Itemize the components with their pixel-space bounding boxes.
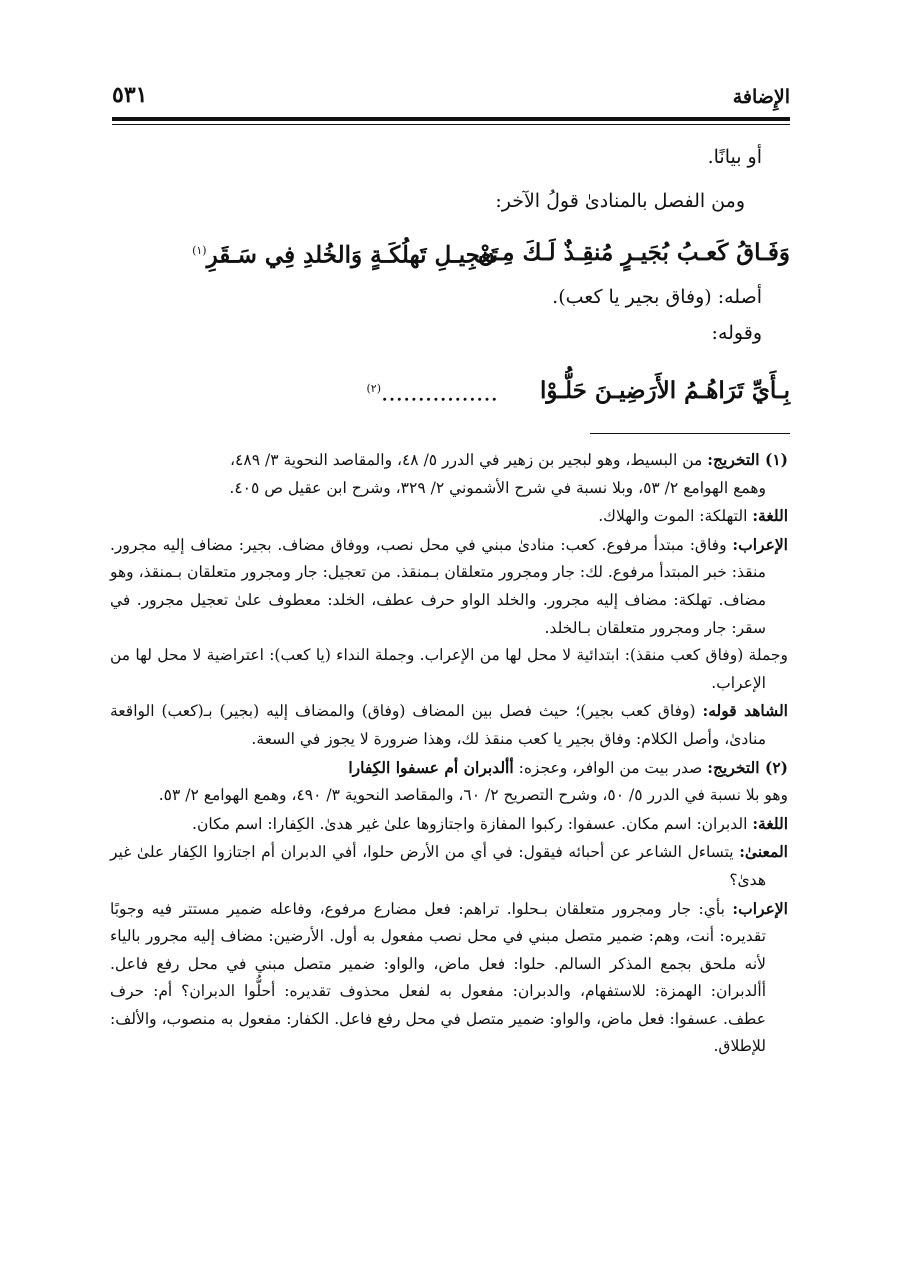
- verse-second-half-text: تَعجِيـلِ تَهلُكَـةٍ وَالخُلدِ فِي سَـقَرِ: [206, 241, 498, 269]
- page-number: ٥٣١: [112, 82, 148, 108]
- label: الإعراب:: [732, 534, 788, 554]
- text: من البسيط، وهو لبجير بن زهير في الدرر ٥/ ٤٨، والمقاصد النحوية ٣/ ٤٨٩،: [230, 451, 703, 469]
- verse-second-half: [118, 372, 498, 411]
- verse-first-half: بِـأَيِّ تَرَاهُـمُ الأَرَضِيـنَ حَلُّـوْا: [539, 377, 790, 404]
- footnote-1-lugha: [110, 502, 788, 531]
- text: بأي: جار ومجرور متعلقان بـحلوا. تراهم: فعل مضارع مرفوع، وفاعله ضمير مستتر فيه وجوبًا تقديره: أنت، وهم: ضمير متصل مبني في محل نصب مفعول به أول. الأرضين: مضاف إليه مجرور بالياء لأنه ملحق بجمع المذكر السالم. حلوا: فعل ماض، والواو: ضمير متصل مبني في محل رفع فاعل. أألدبران: الهمزة: للاستفهام، والدبران: مفعول به لفعل محذوف تقديره: أحلُّوا الدبران؟ أم: حرف عطف. عسفوا: فعل ماض، والواو: ضمير متصل في محل رفع فاعل. الكفار: مفعول به منصوب، والألف: للإطلاق.: [110, 899, 766, 1056]
- footnote-2-lugha: [110, 810, 788, 839]
- text: وفاق: مبتدأ مرفوع. كعب: منادىٰ مبني في محل نصب، ووفاق مضاف. بجير: مضاف إليه مجرور. منقذ: خبر المبتدأ مرفوع. لك: جار ومجرور متعلقان بـمنقذ. من تعجيل: جار ومجرور متعلقان بـمنقذ، وهو مضاف. تهلكة: مضاف إليه مجرور. والخلد الواو حرف عطف، الخلد: معطوف علىٰ تعجيل مجرور. في سقر: جار ومجرور متعلقان بـالخلد.: [110, 535, 766, 637]
- chapter-title: الإِضافة: [732, 86, 790, 108]
- verse-second-half: [118, 234, 498, 273]
- footnote-1-jumla: وجملة (وفاق كعب منقذ): ابتدائية لا محل لها من الإعراب. وجملة النداء (يا كعب): اعتراضية لا محل لها من الإعراب.: [110, 646, 788, 692]
- text: (وفاق كعب بجير)؛ حيث فصل بين المضاف (وفاق) والمضاف إليه (بجير) بـ(كعب) الواقعة منادىٰ، وأصل الكلام: وفاق بجير يا كعب منقذ لك، وهذا ضرورة لا يجوز في السعة.: [110, 702, 766, 748]
- label: اللغة:: [752, 506, 788, 526]
- label: المعنىٰ:: [739, 842, 788, 862]
- footnote-2-irab: [110, 895, 788, 1062]
- text: يتساءل الشاعر عن أحبائه فيقول: في أي من الأرض حلوا، أفي الدبران أم اجتازوا الكِفار علىٰ غير هدىٰ؟: [110, 843, 766, 889]
- origin-line: أصله: (وفاق بجير يا كعب).: [552, 286, 762, 308]
- and-his-saying-line: وقوله:: [711, 322, 762, 344]
- footnote-ref-1[interactable]: (١): [192, 243, 207, 257]
- page-header: [112, 82, 790, 114]
- footnote-1-shahid: [110, 697, 788, 753]
- footnote-1-irab: [110, 531, 788, 642]
- intro-line: ومن الفصل بالمنادىٰ قولُ الآخر:: [495, 190, 745, 212]
- footnote-ref-2[interactable]: (٢): [366, 381, 382, 395]
- poetry-verse-2: [110, 368, 790, 414]
- footnote-1-takhrij: [110, 446, 788, 475]
- poetry-verse-1: [110, 230, 790, 276]
- text-line: أو بيانًا.: [707, 146, 762, 168]
- footnote-2-takhrij-cont: وهو بلا نسبة في الدرر ٥/ ٥٠، وشرح التصريح ٢/ ٦٠، والمقاصد النحوية ٣/ ٤٩٠، وهمع الهوامع ٢/ ٥٣.: [158, 786, 788, 805]
- label: اللغة:: [752, 813, 788, 833]
- footnote-2-mana: [110, 838, 788, 894]
- label: (٢) التخريج:: [707, 757, 788, 777]
- footnote-1-takhrij-cont: وهمع الهوامع ٢/ ٥٣، وبلا نسبة في شرح الأشموني ٢/ ٣٢٩، وشرح ابن عقيل ص ٤٠٥.: [229, 478, 766, 497]
- text: صدر بيت من الوافر، وعجزه:: [518, 758, 703, 777]
- footnotes: [110, 446, 788, 1061]
- footnote-2-takhrij: [110, 754, 788, 783]
- verse-second-half-bold: أألدبران أم عسفوا الكِفارا: [348, 757, 514, 777]
- label: الشاهد قوله:: [702, 701, 788, 721]
- elided-hemistich-dots: ................: [381, 380, 498, 407]
- header-rule-thin: [112, 124, 790, 125]
- text: الدبران: اسم مكان. عسفوا: ركبوا المفازة واجتازوها علىٰ غير هدىٰ. الكِفارا: اسم مكان.: [192, 814, 748, 833]
- header-rule-thick: [112, 117, 790, 121]
- label: الإعراب:: [732, 898, 788, 918]
- verse-first-half: وَفَـاقُ كَعـبُ بُجَيـرٍ مُنقِـذٌ لَـكَ مِـنْ: [477, 239, 790, 266]
- label: (١) التخريج:: [707, 450, 788, 469]
- main-text: [110, 140, 790, 414]
- text: التهلكة: الموت والهلاك.: [598, 507, 748, 526]
- footnote-separator: [590, 433, 790, 434]
